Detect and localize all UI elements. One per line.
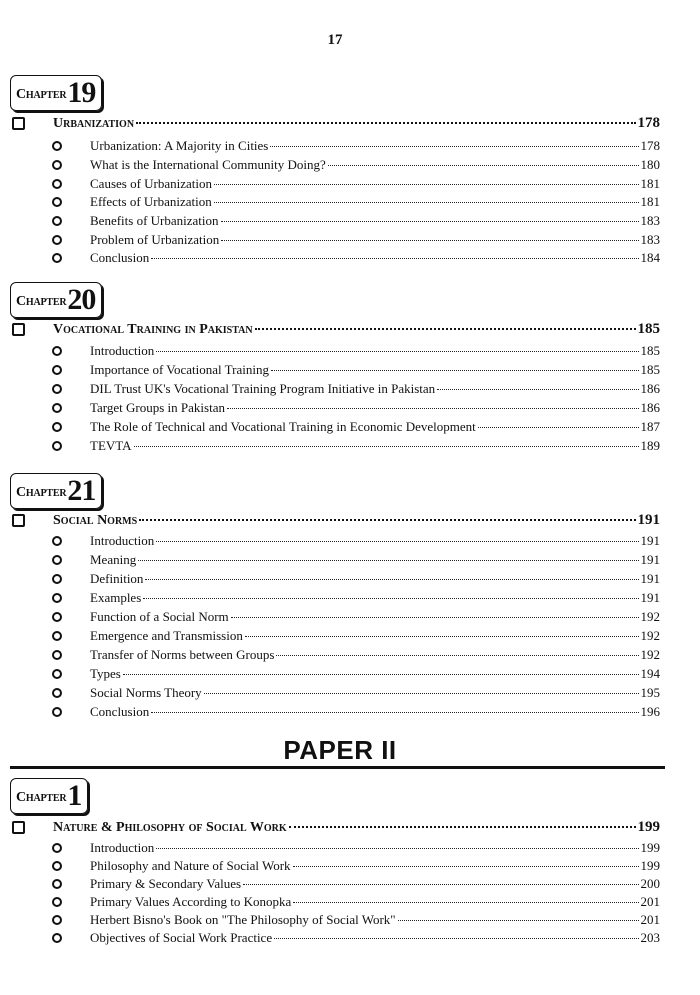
toc-item[interactable] <box>52 930 660 946</box>
page-ref: 191 <box>640 571 660 586</box>
circle-bullet-icon <box>52 422 62 432</box>
dot-leader <box>245 635 639 637</box>
circle-bullet-icon <box>52 197 62 207</box>
page-ref: 199 <box>640 840 660 855</box>
toc-item[interactable] <box>52 628 660 644</box>
circle-bullet-icon <box>52 235 62 245</box>
item-title: What is the International Community Doing? <box>90 157 326 172</box>
toc-item[interactable] <box>52 419 660 435</box>
dot-leader <box>271 369 639 371</box>
toc-item[interactable] <box>52 912 660 928</box>
dot-leader <box>289 825 636 828</box>
circle-bullet-icon <box>52 384 62 394</box>
page-ref: 194 <box>640 666 660 681</box>
page-ref: 187 <box>640 419 660 434</box>
square-bullet-icon <box>12 514 25 527</box>
toc-item[interactable] <box>52 362 660 378</box>
item-title: Function of a Social Norm <box>90 609 229 624</box>
toc-item[interactable] <box>52 552 660 568</box>
toc-item[interactable] <box>52 894 660 910</box>
dot-leader <box>221 239 638 241</box>
circle-bullet-icon <box>52 650 62 660</box>
page-ref: 185 <box>640 343 660 358</box>
toc-item[interactable] <box>52 343 660 359</box>
page-ref: 192 <box>640 647 660 662</box>
chapter-label: Chapter <box>16 87 67 102</box>
dot-leader <box>156 540 638 542</box>
toc-item[interactable] <box>52 176 660 192</box>
item-title: Conclusion <box>90 704 150 719</box>
dot-leader <box>437 388 638 390</box>
page-ref: 192 <box>640 609 660 624</box>
circle-bullet-icon <box>52 879 62 889</box>
item-title: Problem of Urbanization <box>90 232 220 247</box>
toc-item[interactable] <box>52 858 660 874</box>
toc-item[interactable] <box>52 438 660 454</box>
item-title: Social Norms Theory <box>90 685 202 700</box>
page-ref: 181 <box>640 194 660 209</box>
item-title: Importance of Vocational Training <box>90 362 269 377</box>
chapter-label: Chapter <box>16 294 67 309</box>
dot-leader <box>134 445 639 447</box>
toc-item[interactable] <box>52 138 660 154</box>
item-title: Introduction <box>90 343 155 358</box>
toc-chapter-entry[interactable] <box>12 321 660 338</box>
page-ref: 199 <box>637 819 660 835</box>
item-title: Emergence and Transmission <box>90 628 243 643</box>
page-ref: 191 <box>640 590 660 605</box>
item-title: TEVTA <box>90 438 132 453</box>
toc-chapter-entry[interactable] <box>12 115 660 132</box>
item-title: Conclusion <box>90 250 150 265</box>
dot-leader <box>151 257 638 259</box>
dot-leader <box>243 883 638 885</box>
square-bullet-icon <box>12 117 25 130</box>
toc-chapter-entry[interactable] <box>12 819 660 836</box>
dot-leader <box>328 164 639 166</box>
chapter-19-box <box>10 75 102 111</box>
toc-item[interactable] <box>52 840 660 856</box>
circle-bullet-icon <box>52 346 62 356</box>
chapter-number: 1 <box>67 779 82 812</box>
circle-bullet-icon <box>52 688 62 698</box>
circle-bullet-icon <box>52 574 62 584</box>
dot-leader <box>156 847 638 849</box>
toc-item[interactable] <box>52 876 660 892</box>
dot-leader <box>214 183 638 185</box>
dot-leader <box>255 327 636 330</box>
dot-leader <box>221 220 639 222</box>
dot-leader <box>293 901 638 903</box>
dot-leader <box>276 654 638 656</box>
chapter-number: 21 <box>67 474 96 507</box>
dot-leader <box>398 919 639 921</box>
item-title: Introduction <box>90 840 155 855</box>
item-title: Causes of Urbanization <box>90 176 213 191</box>
item-title: Types <box>90 666 121 681</box>
page-ref: 191 <box>640 533 660 548</box>
item-title: Urbanization: A Majority in Cities <box>90 138 269 153</box>
page-ref: 185 <box>637 321 660 337</box>
toc-item[interactable] <box>52 213 660 229</box>
chapter-1-box <box>10 778 88 814</box>
dot-leader <box>274 937 638 939</box>
item-title: Meaning <box>90 552 137 567</box>
chapter-20-box <box>10 282 102 318</box>
page-ref: 191 <box>637 512 660 528</box>
toc-item[interactable] <box>52 609 660 625</box>
dot-leader <box>204 692 639 694</box>
page-ref: 183 <box>640 232 660 247</box>
chapter-title: Vocational Training in Pakistan <box>53 322 253 337</box>
circle-bullet-icon <box>52 669 62 679</box>
toc-item[interactable] <box>52 381 660 397</box>
toc-item[interactable] <box>52 666 660 682</box>
paper-heading: PAPER II <box>283 735 397 765</box>
dot-leader <box>136 121 635 124</box>
circle-bullet-icon <box>52 160 62 170</box>
chapter-number: 19 <box>67 76 96 109</box>
page-ref: 189 <box>640 438 660 453</box>
toc-item[interactable] <box>52 685 660 701</box>
circle-bullet-icon <box>52 179 62 189</box>
dot-leader <box>214 201 639 203</box>
circle-bullet-icon <box>52 915 62 925</box>
square-bullet-icon <box>12 323 25 336</box>
circle-bullet-icon <box>52 216 62 226</box>
circle-bullet-icon <box>52 365 62 375</box>
circle-bullet-icon <box>52 141 62 151</box>
item-title: Examples <box>90 590 142 605</box>
item-title: Primary Values According to Konopka <box>90 894 292 909</box>
page-ref: 201 <box>640 912 660 927</box>
item-title: Definition <box>90 571 144 586</box>
circle-bullet-icon <box>52 612 62 622</box>
dot-leader <box>139 518 635 521</box>
dot-leader <box>145 578 638 580</box>
chapter-21-box <box>10 473 102 509</box>
page-ref: 192 <box>640 628 660 643</box>
dot-leader <box>231 616 639 618</box>
square-bullet-icon <box>12 821 25 834</box>
circle-bullet-icon <box>52 253 62 263</box>
dot-leader <box>143 597 638 599</box>
dot-leader <box>478 426 639 428</box>
page-ref: 181 <box>640 176 660 191</box>
circle-bullet-icon <box>52 593 62 603</box>
toc-item[interactable] <box>52 704 660 720</box>
item-title: Effects of Urbanization <box>90 194 212 209</box>
item-title: Herbert Bisno's Book on "The Philosophy of Social Work" <box>90 912 396 927</box>
toc-item[interactable] <box>52 533 660 549</box>
dot-leader <box>227 407 639 409</box>
page-ref: 201 <box>640 894 660 909</box>
item-title: Primary & Secondary Values <box>90 876 242 891</box>
circle-bullet-icon <box>52 441 62 451</box>
circle-bullet-icon <box>52 897 62 907</box>
toc-item[interactable] <box>52 157 660 173</box>
dot-leader <box>293 865 639 867</box>
chapter-title: Urbanization <box>53 116 135 131</box>
toc-item[interactable] <box>52 400 660 416</box>
toc-item[interactable] <box>52 647 660 663</box>
item-title: Introduction <box>90 533 155 548</box>
page-ref: 200 <box>640 876 660 891</box>
circle-bullet-icon <box>52 536 62 546</box>
toc-item[interactable] <box>52 232 660 248</box>
dot-leader <box>138 559 638 561</box>
chapter-label: Chapter <box>16 485 67 500</box>
circle-bullet-icon <box>52 861 62 871</box>
circle-bullet-icon <box>52 403 62 413</box>
circle-bullet-icon <box>52 843 62 853</box>
chapter-label: Chapter <box>16 790 67 805</box>
toc-item[interactable] <box>52 250 660 266</box>
toc-item[interactable] <box>52 590 660 606</box>
item-title: DIL Trust UK's Vocational Training Program Initiative in Pakistan <box>90 381 436 396</box>
dot-leader <box>270 145 638 147</box>
dot-leader <box>123 673 639 675</box>
item-title: Benefits of Urbanization <box>90 213 219 228</box>
page-ref: 186 <box>640 381 660 396</box>
chapter-title: Nature & Philosophy of Social Work <box>53 820 287 835</box>
item-title: The Role of Technical and Vocational Training in Economic Development <box>90 419 476 434</box>
page-ref: 183 <box>640 213 660 228</box>
circle-bullet-icon <box>52 631 62 641</box>
circle-bullet-icon <box>52 933 62 943</box>
page-ref: 184 <box>640 250 660 265</box>
item-title: Philosophy and Nature of Social Work <box>90 858 291 873</box>
page-ref: 178 <box>637 115 660 131</box>
paper-divider <box>10 766 665 769</box>
circle-bullet-icon <box>52 707 62 717</box>
page-ref: 195 <box>640 685 660 700</box>
item-title: Objectives of Social Work Practice <box>90 930 273 945</box>
page-ref: 178 <box>640 138 660 153</box>
page-number: 17 <box>327 32 343 48</box>
page-ref: 180 <box>640 157 660 172</box>
page-ref: 185 <box>640 362 660 377</box>
page-ref: 196 <box>640 704 660 719</box>
dot-leader <box>156 350 638 352</box>
page-ref: 191 <box>640 552 660 567</box>
toc-chapter-entry[interactable] <box>12 512 660 529</box>
page-ref: 203 <box>640 930 660 945</box>
toc-item[interactable] <box>52 571 660 587</box>
page-ref: 186 <box>640 400 660 415</box>
item-title: Target Groups in Pakistan <box>90 400 225 415</box>
dot-leader <box>151 711 638 713</box>
chapter-title: Social Norms <box>53 513 138 528</box>
toc-item[interactable] <box>52 194 660 210</box>
page-ref: 199 <box>640 858 660 873</box>
circle-bullet-icon <box>52 555 62 565</box>
item-title: Transfer of Norms between Groups <box>90 647 275 662</box>
chapter-number: 20 <box>67 283 96 316</box>
